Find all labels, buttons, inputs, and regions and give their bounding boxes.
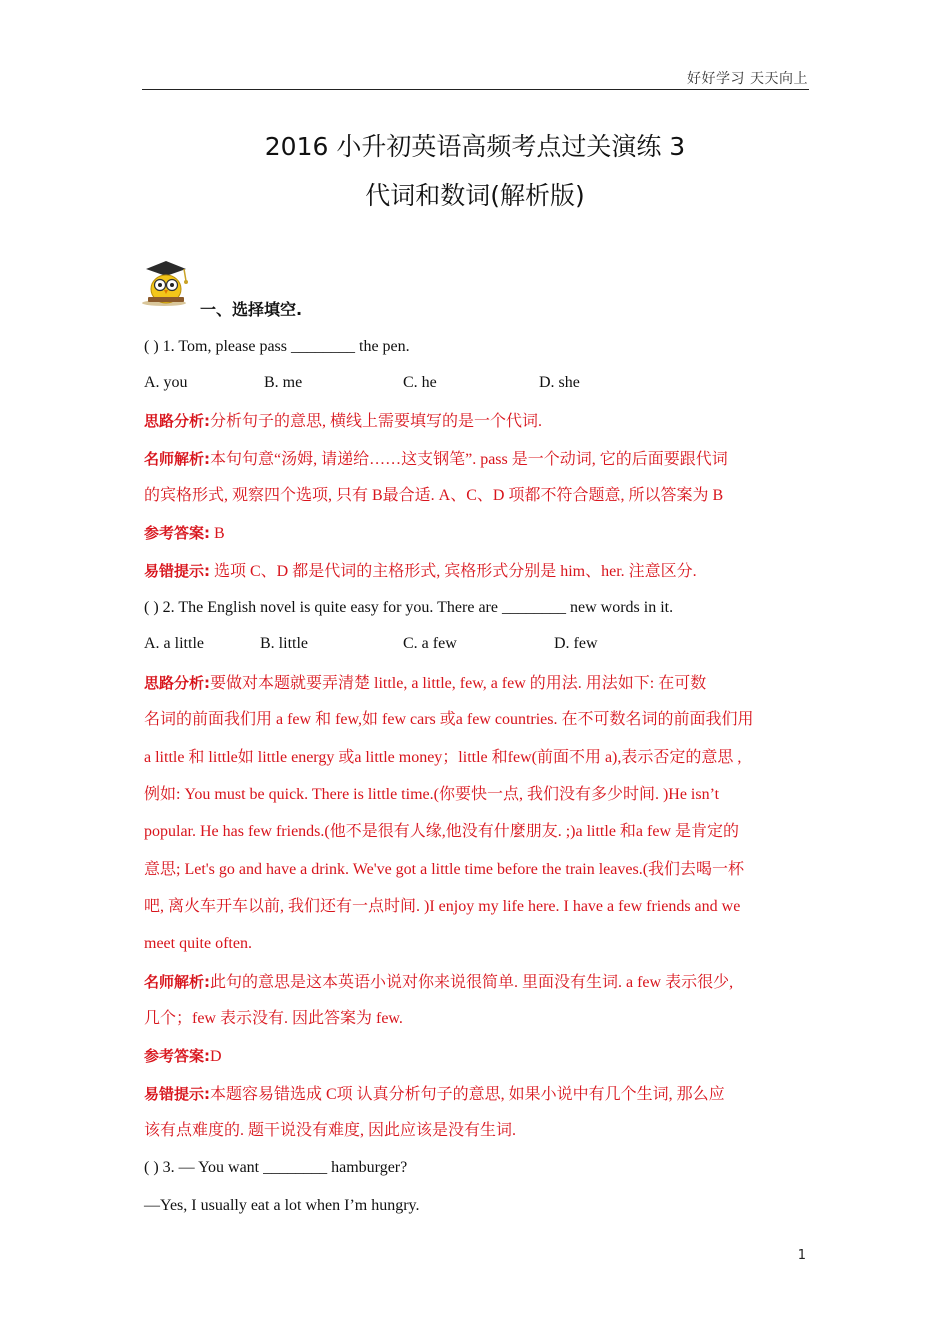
q2-option-a: A. a little [144, 635, 204, 652]
q1-answer-text: B [210, 525, 225, 542]
page-title: 2016 小升初英语高频考点过关演练 3 [264, 132, 686, 161]
page-subtitle: 代词和数词(解析版) [365, 181, 585, 210]
section-heading: 一、选择填空. [200, 300, 303, 319]
q2-analysis-text-8: meet quite often. [144, 935, 252, 952]
q1-option-c: C. he [403, 374, 437, 391]
q1-analysis-text: 分析句子的意思, 横线上需要填写的是一个代词. [210, 413, 543, 430]
header-motto: 好好学习 天天向上 [687, 71, 808, 87]
q2-tip-text-2: 该有点难度的. 题干说没有难度, 因此应该是没有生词. [144, 1122, 517, 1139]
question-3: ( ) 3. — You want ________ hamburger? [144, 1159, 408, 1176]
page-number: 1 [797, 1248, 806, 1263]
q1-analysis [144, 411, 542, 432]
q1-teacher-text-2: 的宾格形式, 观察四个选项, 只有 B最合适. A、C、D 项都不符合题意, 所以答案为 B [144, 487, 724, 504]
q3-reply: —Yes, I usually eat a lot when I’m hungry. [144, 1197, 420, 1214]
q1-teacher-text-1: 本句句意“汤姆, 请递给……这支钢笔”. pass 是一个动词, 它的后面要跟代词 [210, 451, 728, 468]
q1-answer-label: 参考答案: [144, 524, 210, 542]
q2-analysis-text-1: 要做对本题就要弄清楚 little, a little, few, a few 的用法. 用法如下: 在可数 [210, 675, 707, 692]
q1-option-d: D. she [539, 374, 580, 391]
q1-teacher-label: 名师解析: [144, 450, 210, 468]
q2-tip-text-1: 本题容易错选成 C项 认真分析句子的意思, 如果小说中有几个生词, 那么应 [210, 1086, 725, 1103]
q2-analysis-text-6: 意思; Let's go and have a drink. We've got a little time before the train leaves.(我们去喝一杯 [144, 861, 745, 878]
question-2: ( ) 2. The English novel is quite easy for you. There are ________ new words in it. [144, 599, 674, 616]
q2-answer-label: 参考答案: [144, 1047, 210, 1065]
q1-tip-text: 选项 C、D 都是代词的主格形式, 宾格形式分别是 him、her. 注意区分. [210, 563, 697, 580]
q1-option-b: B. me [264, 374, 303, 391]
q2-option-c: C. a few [403, 635, 457, 652]
q2-analysis [144, 673, 706, 694]
q2-analysis-text-7: 吧, 离火车开车以前, 我们还有一点时间. )I enjoy my life here. I have a few friends and we [144, 898, 741, 915]
q1-teacher [144, 449, 728, 470]
owl-graduate-icon [140, 257, 196, 307]
header-divider [142, 89, 809, 90]
q2-analysis-text-4: 例如: You must be quick. There is little time.(你要快一点, 我们没有多少时间. )He isn’t [144, 786, 720, 803]
q2-tip [144, 1084, 725, 1105]
q2-analysis-text-3: a little 和 little如 little energy 或a little money；little 和few(前面不用 a),表示否定的意思 , [144, 749, 742, 766]
q2-tip-label: 易错提示: [144, 1085, 210, 1103]
q1-tip [144, 561, 697, 582]
question-1: ( ) 1. Tom, please pass ________ the pen. [144, 338, 410, 355]
q1-tip-label: 易错提示: [144, 562, 210, 580]
q1-answer [144, 523, 225, 544]
q2-teacher-text-1: 此句的意思是这本英语小说对你来说很简单. 里面没有生词. a few 表示很少, [210, 974, 734, 991]
q1-analysis-label: 思路分析: [144, 412, 210, 430]
q2-teacher-text-2: 几个；few 表示没有. 因此答案为 few. [144, 1010, 403, 1027]
q2-teacher-label: 名师解析: [144, 973, 210, 991]
q2-option-d: D. few [554, 635, 598, 652]
q2-analysis-text-2: 名词的前面我们用 a few 和 few,如 few cars 或a few countries. 在不可数名词的前面我们用 [144, 711, 754, 728]
q2-analysis-text-5: popular. He has few friends.(他不是很有人缘,他没有什麼朋友. ;)a little 和a few 是肯定的 [144, 823, 740, 840]
q2-teacher [144, 972, 733, 993]
q2-analysis-label: 思路分析: [144, 674, 210, 692]
q2-answer-text: D [210, 1048, 222, 1065]
q2-option-b: B. little [260, 635, 308, 652]
q1-option-a: A. you [144, 374, 188, 391]
q2-answer [144, 1046, 222, 1067]
